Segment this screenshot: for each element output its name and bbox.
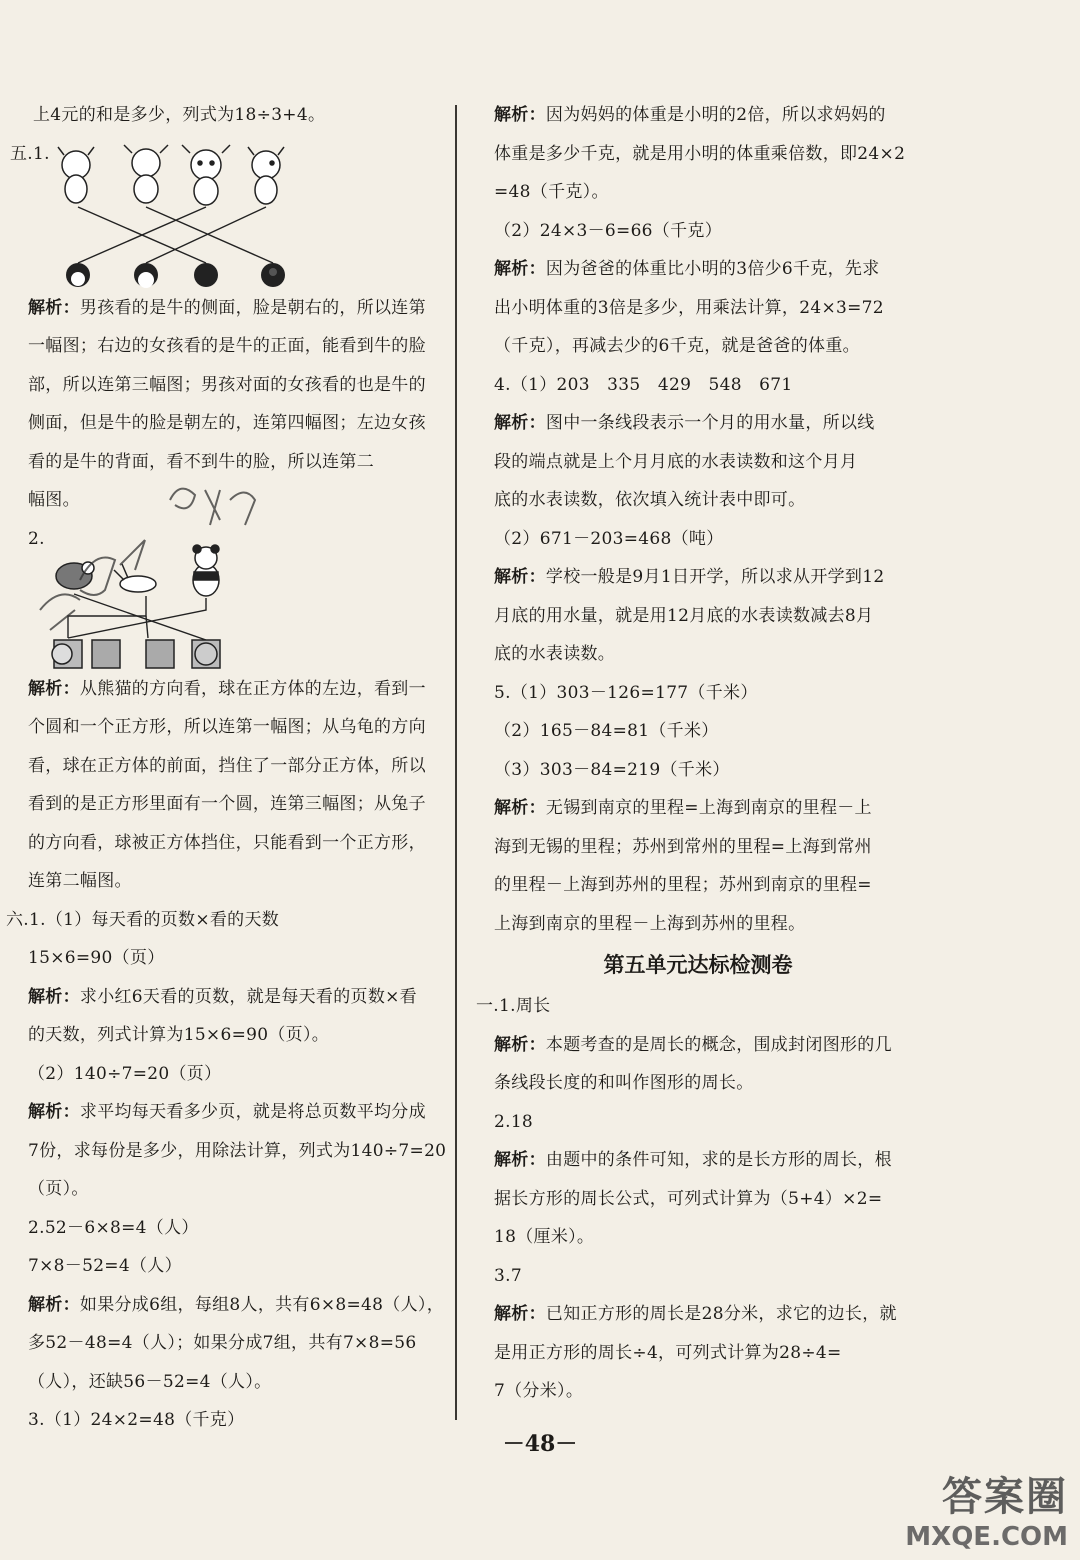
text-line: 7（分米）。 xyxy=(494,1381,584,1401)
text-line: 段的端点就是上个月月底的水表读数和这个月月 xyxy=(494,451,858,472)
text-line: （3）303－84=219（千米） xyxy=(494,759,730,780)
text-line: （千克），再减去少的6千克，就是爸爸的体重。 xyxy=(494,336,860,356)
text-line: 7×8－52=4（人） xyxy=(28,1256,182,1276)
text-line: 5.（1）303－126=177（千米） xyxy=(494,682,758,703)
text-line: 部，所以连第三幅图；男孩对面的女孩看的也是牛的 xyxy=(28,374,426,395)
text-line: =48（千克）。 xyxy=(494,182,609,202)
text-line: 幅图。 xyxy=(28,490,80,510)
analysis-label: 解析： xyxy=(494,105,546,125)
text-line: 从熊猫的方向看，球在正方体的左边，看到一 xyxy=(79,678,426,699)
text-line: 3.7 xyxy=(494,1265,522,1286)
text-line: 条线段长度的和叫作图形的周长。 xyxy=(494,1073,754,1093)
analysis-label: 解析： xyxy=(494,567,546,587)
text-line: 2.18 xyxy=(494,1111,534,1132)
text-line: 上海到南京的里程－上海到苏州的里程。 xyxy=(494,913,806,934)
cow-view-figure xyxy=(10,135,438,289)
child-icon xyxy=(261,263,285,287)
watermark xyxy=(905,1465,1068,1552)
cow-icon xyxy=(182,145,230,205)
text-line: 因为妈妈的体重是小明的2倍，所以求妈妈的 xyxy=(545,105,886,125)
text-line: 因为爸爸的体重比小明的3倍少6千克，先求 xyxy=(545,259,880,279)
text-line: （2）140÷7=20（页） xyxy=(28,1063,222,1084)
text-line: 六.1.（1）每天看的页数×看的天数 xyxy=(6,909,280,930)
analysis-label: 解析： xyxy=(494,413,546,433)
analysis-label: 解析： xyxy=(494,1034,546,1055)
text-line: 出小明体重的3倍是多少，用乘法计算，24×3=72 xyxy=(494,297,884,318)
analysis-label: 解析： xyxy=(28,1102,80,1122)
text-line: 体重是多少千克，就是用小明的体重乘倍数，即24×2 xyxy=(494,143,906,164)
text-line: 上4元的和是多少，列式为18÷3+4。 xyxy=(33,105,326,125)
handwritten-scribble xyxy=(20,470,280,640)
view-option-icon xyxy=(52,640,82,668)
analysis-label: 解析： xyxy=(28,678,80,699)
cow-icon xyxy=(124,145,168,203)
analysis-label: 解析： xyxy=(494,1150,546,1170)
child-icon xyxy=(134,263,158,288)
text-line: 底的水表读数，依次填入统计表中即可。 xyxy=(494,490,806,510)
text-line: 一.1.周长 xyxy=(476,996,551,1016)
text-line: 海到无锡的里程；苏州到常州的里程=上海到常州 xyxy=(494,836,872,857)
text-line: 底的水表读数。 xyxy=(494,644,616,664)
text-line: 是用正方形的周长÷4，可列式计算为28÷4= xyxy=(494,1342,842,1363)
analysis-label: 解析： xyxy=(28,986,80,1007)
analysis-label: 解析： xyxy=(28,1294,80,1315)
text-line: 的方向看，球被正方体挡住，只能看到一个正方形， xyxy=(28,832,426,853)
text-line: （2）165－84=81（千米） xyxy=(494,721,719,741)
child-icon xyxy=(66,263,90,287)
text-line: 求小红6天看的页数，就是每天看的页数×看 xyxy=(79,986,417,1007)
analysis-label: 解析： xyxy=(494,798,546,818)
text-line: （页）。 xyxy=(28,1179,89,1199)
text-line: 据长方形的周长公式，可列式计算为（5+4）×2= xyxy=(494,1188,883,1209)
view-option-icon xyxy=(192,640,220,668)
text-line: 18（厘米）。 xyxy=(494,1227,595,1247)
left-column xyxy=(6,96,447,1440)
text-line: 由题中的条件可知，求的是长方形的周长，根 xyxy=(545,1150,892,1170)
section-title: 第五单元达标检测卷 xyxy=(603,952,793,977)
text-line: 月底的用水量，就是用12月底的水表读数减去8月 xyxy=(494,605,874,626)
text-line: 已知正方形的周长是28分米，求它的边长，就 xyxy=(545,1304,897,1324)
view-option-icon xyxy=(146,640,174,668)
watermark-en: MXQE.COM xyxy=(905,1522,1068,1552)
text-line: 看到的是正方形里面有一个圆，连第三幅图；从兔子 xyxy=(28,794,426,814)
watermark-cn: 答案圈 xyxy=(942,1474,1068,1520)
cow-icon xyxy=(58,147,94,203)
right-column xyxy=(476,96,906,1411)
column-divider xyxy=(455,105,457,1420)
analysis-label: 解析： xyxy=(28,297,80,318)
text-line: 个圆和一个正方形，所以连第一幅图；从乌龟的方向 xyxy=(28,717,426,737)
cow-matching-diagram xyxy=(28,135,438,289)
text-line: 本题考查的是周长的概念，围成封闭图形的几 xyxy=(545,1034,892,1055)
text-line: 学校一般是9月1日开学，所以求从开学到12 xyxy=(545,567,885,587)
text-line: 2.52－6×8=4（人） xyxy=(28,1217,199,1238)
text-line: 的里程－上海到苏州的里程；苏州到南京的里程= xyxy=(494,875,872,895)
text-line: 图中一条线段表示一个月的用水量，所以线 xyxy=(545,413,875,433)
text-line: 的天数，列式计算为15×6=90（页）。 xyxy=(28,1025,330,1045)
text-line: 3.（1）24×2=48（千克） xyxy=(28,1410,245,1430)
analysis-label: 解析： xyxy=(494,1304,546,1324)
section-label: 五.1. xyxy=(10,143,50,164)
text-line: 如果分成6组，每组8人，共有6×8=48（人）， xyxy=(79,1294,444,1315)
question-number: 2. xyxy=(28,528,45,549)
text-line: 看，球在正方体的前面，挡住了一部分正方体，所以 xyxy=(28,755,426,776)
text-line: （人），还缺56－52=4（人）。 xyxy=(28,1371,272,1392)
text-line: 看的是牛的背面，看不到牛的脸，所以连第二 xyxy=(28,451,374,472)
text-line: 连第二幅图。 xyxy=(28,871,132,891)
text-line: 多52－48=4（人）；如果分成7组，共有7×8=56 xyxy=(28,1333,417,1353)
text-line: 侧面，但是牛的脸是朝左的，连第四幅图；左边女孩 xyxy=(28,413,426,433)
text-line: 男孩看的是牛的侧面，脸是朝右的，所以连第 xyxy=(79,297,426,318)
page-number: －48－ xyxy=(502,1431,578,1457)
text-line: 一幅图；右边的女孩看的是牛的正面，能看到牛的脸 xyxy=(28,336,426,356)
text-line: 7份，求每份是多少，用除法计算，列式为140÷7=20 xyxy=(28,1140,447,1161)
text-line: 15×6=90（页） xyxy=(28,948,165,968)
text-line: 求平均每天看多少页，就是将总页数平均分成 xyxy=(79,1102,426,1122)
view-option-icon xyxy=(92,640,120,668)
analysis-label: 解析： xyxy=(494,259,546,279)
child-icon xyxy=(194,263,218,287)
text-line: （2）24×3－6=66（千克） xyxy=(494,220,722,241)
cow-icon xyxy=(248,147,284,204)
connection-lines xyxy=(78,207,273,263)
text-line: 无锡到南京的里程=上海到南京的里程－上 xyxy=(545,798,872,818)
text-line: 4.（1）203 335 429 548 671 xyxy=(494,374,793,395)
text-line: （2）671－203=468（吨） xyxy=(494,528,724,549)
